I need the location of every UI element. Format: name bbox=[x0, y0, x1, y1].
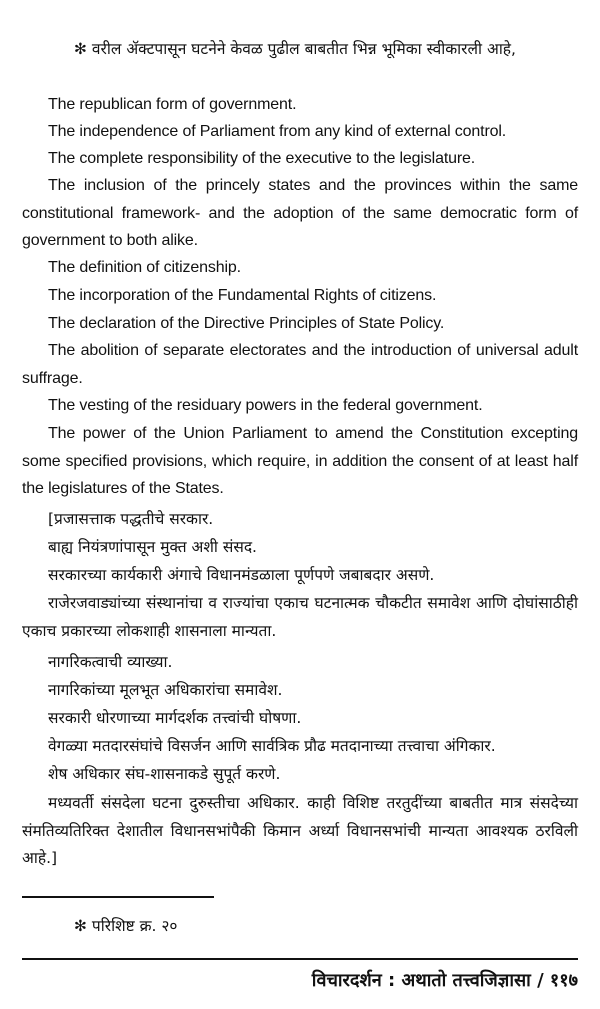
footnote-separator bbox=[22, 896, 214, 898]
marathi-item-republic: [प्रजासत्ताक पद्धतीचे सरकार. bbox=[48, 510, 214, 528]
item-directive-principles: The declaration of the Directive Principles of State Policy. bbox=[48, 315, 445, 332]
item-republican: The republican form of government. bbox=[48, 96, 297, 113]
marathi-item-citizenship: नागरिकत्वाची व्याख्या. bbox=[48, 653, 173, 671]
item-residuary-powers: The vesting of the residuary powers in the federal government. bbox=[48, 397, 483, 414]
footer-rule bbox=[22, 958, 578, 960]
item-fundamental-rights: The incorporation of the Fundamental Rights of citizens. bbox=[48, 287, 437, 304]
item-electorates: The abolition of separate electorates and the introduction of universal adult suffrage. bbox=[22, 342, 578, 387]
marathi-item-residuary: शेष अधिकार संघ-शासनाकडे सुपूर्त करणे. bbox=[48, 765, 281, 783]
marathi-item-directive-principles: सरकारी धोरणाच्या मार्गदर्शक तत्त्वांची घोषणा. bbox=[48, 709, 302, 727]
marathi-item-princely-states: राजेरजवाड्यांच्या संस्थानांचा व राज्यांचा एकाच घटनात्मक चौकटीत समावेश आणि दोघांसाठीही एकाच प्रकारच्या लोकशाही शासनाला मान्यता. bbox=[22, 594, 578, 640]
marathi-item-electorates: वेगळ्या मतदारसंघांचे विसर्जन आणि सार्वत्रिक प्रौढ मतदानाच्या तत्त्वाचा अंगिकार. bbox=[48, 737, 496, 755]
footnote: ✻ परिशिष्ट क्र. २० bbox=[74, 917, 178, 935]
item-citizenship: The definition of citizenship. bbox=[48, 259, 241, 276]
marathi-item-amendment: मध्यवर्ती संसदेला घटना दुरुस्तीचा अधिकार. काही विशिष्ट तरतुदींच्या बाबतीत मात्र संसदेच्या संमतिव्यतिरिक्त देशातील विधानसभांपैकी किमान अर्ध्या विधानसभांची मान्यता आवश्यक ठरविली आहे.] bbox=[22, 794, 578, 868]
marathi-item-fundamental-rights: नागरिकांच्या मूलभूत अधिकारांचा समावेश. bbox=[48, 681, 283, 699]
intro-paragraph: ✻ वरील ॲक्टपासून घटनेने केवळ पुढील बाबतीत भिन्न भूमिका स्वीकारली आहे, bbox=[74, 40, 516, 58]
marathi-item-executive: सरकारच्या कार्यकारी अंगाचे विधानमंडळाला पूर्णपणे जबाबदार असणे. bbox=[48, 566, 435, 584]
item-amend-power: The power of the Union Parliament to amend the Constitution excepting some specified provisions, which require, in addition the consent of at least half the legislatures of the States. bbox=[22, 425, 578, 498]
running-footer: विचारदर्शन : अथातो तत्त्वजिज्ञासा / ११७ bbox=[311, 970, 578, 991]
item-parliament-independence: The independence of Parliament from any kind of external control. bbox=[48, 123, 507, 140]
item-princely-states: The inclusion of the princely states and the provinces within the same constitutional framework- and the adoption of the same democratic form of government to both alike. bbox=[22, 177, 578, 250]
marathi-item-parliament: बाह्य नियंत्रणांपासून मुक्त अशी संसद. bbox=[48, 538, 257, 556]
item-executive-responsibility: The complete responsibility of the executive to the legislature. bbox=[48, 150, 476, 167]
